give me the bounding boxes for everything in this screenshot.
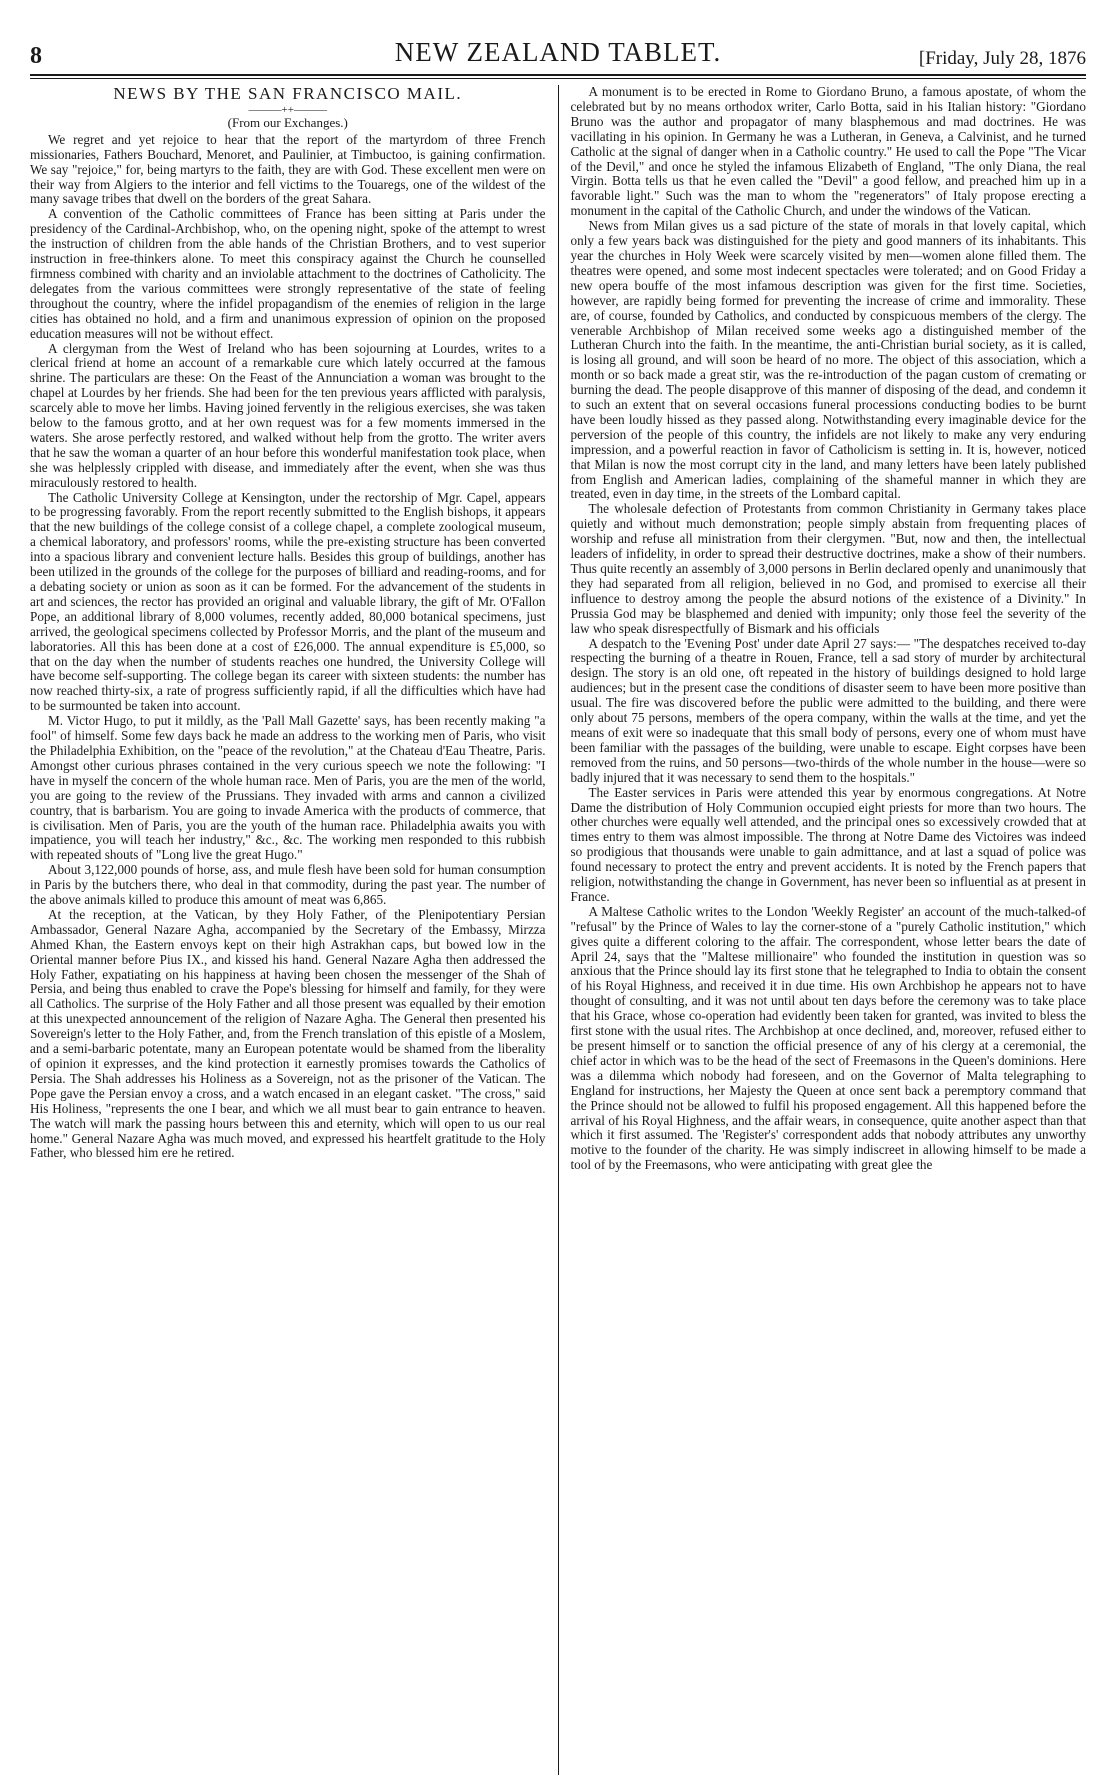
article-paragraph: The Catholic University College at Kensington, under the rectorship of Mgr. Capel, appears to be progressing favorably. From the report recently submitted to the English bishops, it appears that the new buildings of the college consist of a college chapel, a complete zoological museum, a chemical laboratory, and professors' rooms, while the pre-existing structure has been converted into a spacious library and convenient lecture halls. Besides this group of buildings, another has been utilized in the grounds of the college for the purposes of billiard and reading-rooms, and for a debating society or union as soon as it can be formed. For the advancement of the students in art and sciences, the rector has provided an original and valuable library, the gift of Mr. O'Fallon Pope, an additional library of 8,000 volumes, recently added, 80,000 botanical specimens, just arrived, the geological specimens collected by Professor Morris, and the plant of the museum and laboratories. All this has been done at a cost of £26,000. The annual expenditure is £5,000, so that on the day when the number of students reaches one hundred, the University College will have become self-supporting. The college began its career with sixteen students: the number has now reached thirty-six, a rate of progress sufficiently rapid, if all the difficulties which have had to be surmounted be taken into account. bbox=[30, 489, 546, 714]
article-paragraph: News from Milan gives us a sad picture of the state of morals in that lovely capital, which only a few years back was distinguished for the piety and good manners of its inhabitants. This year the churches in Holy Week were scarcely visited by men—women alone filled them. The theatres were opened, and some most indecent spectacles were tolerated; and on Good Friday a new opera bouffe of the most infamous description was given for the first time. Societies, however, are rapidly being formed for preventing the increase of crime and immorality. These are, of course, founded by Catholics, and conducted by conspicuous members of the clergy. The venerable Archbishop of Milan received some weeks ago a distinguished member of the Lutheran Church into the faith. In the meantime, the anti-Christian burial society, as it is called, is losing all ground, and will soon be heard of no more. The object of this association, which a month or so back made a great stir, was the re-introduction of the pagan custom of cremating or burning the dead. The people disapprove of this manner of disposing of the dead, and condemn it to such an extent that on several occasions funeral processions conducting bodies to be burnt have been loudly hissed as they passed along. Notwithstanding every imaginable device for the perversion of the people of this country, the infidels are not likely to make any very enduring impression, and a powerful reaction in favor of Catholicism is setting in. It is, however, noticed that Milan is now the most corrupt city in the land, and many letters have been lately published from English and American ladies, complaining of the shameful manner in which they are treated, even in day time, in the streets of the Lombard capital. bbox=[570, 218, 1086, 502]
header-rule bbox=[30, 74, 1086, 79]
newspaper-title: NEW ZEALAND TABLET. bbox=[394, 37, 722, 67]
left-column bbox=[30, 85, 558, 1775]
section-heading: NEWS BY THE SAN FRANCISCO MAIL. bbox=[113, 85, 463, 103]
issue-date: [Friday, July 28, 1876 bbox=[918, 48, 1086, 69]
article-paragraph: A Maltese Catholic writes to the London 'Weekly Register' an account of the much-talked-of "refusal" by the Prince of Wales to lay the corner-stone of a "purely Catholic institution," which gives quite a different coloring to the affair. The correspondent, whose letter bears the date of April 24, says that the "Maltese millionaire" who founded the institution in question was so anxious that the Prince should lay its first stone that he telegraphed to India to obtain the consent of his Royal Highness, and received it in due time. His own Archbishop he appears not to have thought of consulting, and it was not until about ten days before the ceremony was to take place that his Grace, whose co-operation had evidently been taken for granted, was invited to bless the first stone with the usual rites. The Archbishop at once declined, and, moreover, refused either to be present himself or to sanction the official presence of any of his clergy at a ceremonial, the chief actor in which was to be the head of the sect of Freemasons in the Queen's dominions. Here was a dilemma which nobody had foreseen, and on the Governor of Malta telegraphing to England for instructions, her Majesty the Queen at once sent back a peremptory command that the Prince should not be allowed to fulfil his proposed engagement. All this happened before the arrival of his Royal Highness, and the affair wears, in consequence, quite another aspect than that which it first assumed. The 'Register's' correspondent adds that nobody attributes any unworthy motive to the founder of the charity. He was simply indiscreet in allowing himself to be made a tool of by the Freemasons, who were anticipating with great glee the bbox=[570, 903, 1086, 1173]
article-paragraph: The Easter services in Paris were attended this year by enormous congregations. At Notre Dame the distribution of Holy Communion occupied eight priests for more than two hours. The other churches were equally well attended, and the principal ones so excessively crowded that at times entry to them was almost impossible. The throng at Notre Dame des Victoires was indeed so prodigious that thousands were unable to gain admittance, and at last a squad of police was found necessary to protect the entry and prevent accidents. It is noted by the French papers that religion, notwithstanding the change in Government, has never been so influential as at present in France. bbox=[570, 784, 1086, 904]
masthead bbox=[30, 36, 1086, 70]
article-paragraph: A clergyman from the West of Ireland who has been sojourning at Lourdes, writes to a clerical friend at home an account of a remarkable cure which lately occurred at the famous shrine. The particulars are these: On the Feast of the Annunciation a woman was brought to the chapel at Lourdes by her friends. She had been for the ten previous years afflicted with paralysis, scarcely able to move her limbs. Having joined fervently in the religious exercises, she was taken below to the famous grotto, and at her own request was for a few moments immersed in the waters. She arose perfectly restored, and walked without help from the grotto. The writer avers that he saw the woman a quarter of an hour before this wonderful manifestation took place, when she was helplessly crippled with disease, and immediately after the event, when she was thus miraculously restored to health. bbox=[30, 340, 546, 490]
article-paragraph: We regret and yet rejoice to hear that the report of the martyrdom of three French missionaries, Fathers Bouchard, Menoret, and Paulinier, at Timbuctoo, is gaining confirmation. We say "rejoice," for, being martyrs to the faith, they are with God. These excellent men were on their way from Algiers to the interior and fell victims to the Touaregs, one of the wildest of the many savage tribes that dwell on the borders of the great Sahara. bbox=[30, 131, 546, 207]
article-paragraph: A monument is to be erected in Rome to Giordano Bruno, a famous apostate, of whom the celebrated but by no means orthodox writer, Carlo Botta, said in his Italian history: "Giordano Bruno was the author and propagator of many blasphemous and mad doctrines. He was vacillating in his opinion. In Germany he was a Lutheran, in Geneva, a Calvinist, and he turned Catholic at the signal of danger when in a Catholic country." He used to call the Pope "The Vicar of the Devil," and once he styled the infamous Elizabeth of England, "The only Diana, the real Virgin. Botta tells us that he even called the "Devil" a good fellow, and preached him up in a favorable light." Such was the man to whom the "regenerators" of Italy propose erecting a monument in the capital of the Catholic Church, and under the windows of the Vatican. bbox=[570, 85, 1086, 219]
page-number: 8 bbox=[30, 43, 42, 69]
article-paragraph: About 3,122,000 pounds of horse, ass, and mule flesh have been sold for human consumption in Paris by the butchers there, who deal in that commodity, during the past year. The number of the above animals killed to produce this amount of meat was 6,865. bbox=[30, 862, 546, 908]
source-line: (From our Exchanges.) bbox=[227, 114, 348, 130]
article-paragraph: A despatch to the 'Evening Post' under date April 27 says:— "The despatches received to-day respecting the burning of a theatre in Rouen, France, tell a sad story of murder by architectural design. The story is an old one, oft repeated in the history of buildings designed to hold large audiences; but in the present case the conditions of disaster seem to have been more positive than usual. The fire was discovered before the public were admitted to the building, and there were only about 75 persons, members of the opera company, within the walls at the time, and yet the means of exit were so inadequate that this small body of persons, every one of whom must have been familiar with the passages of the building, were unable to escape. Eight corpses have been removed from the ruins, and 50 persons—two-thirds of the whole number in the house—were so badly injured that it was necessary to send them to the hospitals." bbox=[570, 635, 1086, 785]
article-paragraph: A convention of the Catholic committees of France has been sitting at Paris under the presidency of the Cardinal-Archbishop, who, on the opening night, spoke of the attempt to wrest the instruction of children from the able hands of the Christian Brothers, and to vest superior instruction in free-thinkers alone. To meet this conspiracy against the Church he counselled firmness combined with charity and an inviolable attachment to the doctrines of Catholicity. The delegates from the various committees were strongly representative of the state of feeling throughout the country, where the infidel propagandism of the enemies of religion in the large cities has obtained no hold, and a firm and unanimous expression of opinion on the proposed education measures will not be without effect. bbox=[30, 206, 546, 341]
article-paragraph: The wholesale defection of Protestants from common Christianity in Germany takes place quietly and without much demonstration; people simply abstain from frequenting places of worship and refuse all ministration from their clergymen. "But, now and then, the intellectual leaders of infidelity, in order to spread their destructive doctrines, make a show of their numbers. Thus quite recently an assembly of 3,000 persons in Berlin declared openly and unanimously that they had separated from all religion, believed in no God, and promised to exercise all their influence to destroy among the people the absurd notions of the existence of a Divinity." In Prussia God may be blasphemed and denied with impunity; only those feel the severity of the law who speak disrespectfully of Bismark and his officials bbox=[570, 501, 1086, 636]
article-paragraph: At the reception, at the Vatican, by they Holy Father, of the Plenipotentiary Persian Ambassador, General Nazare Agha, accompanied by the Secretary of the Embassy, Mirzza Ahmed Khan, the Eastern envoys kept on their high Astrakhan caps, but bowed low in the Oriental manner before Pius IX., and kissed his hand. General Nazare Agha then addressed the Holy Father, expatiating on his happiness at having been chosen the messenger of the Shah of Persia, and being thus enabled to crave the Pope's blessing for himself and family, for they were all Catholics. The surprise of the Holy Father and all those present was equalled by their emotion at this unexpected announcement of the religion of Nazare Agha. The General then presented his Sovereign's letter to the Holy Father, and, from the French translation of this epistle of a Moslem, and a semi-barbaric potentate, many an European potentate would be shamed from the liberality of opinion it expresses, and the kind protection it earnestly promises towards the Catholics of Persia. The Shah addresses his Holiness as a Sovereign, not as the prisoner of the Vatican. The Pope gave the Persian envoy a cross, and a watch encased in an elegant casket. "The cross," said His Holiness, "represents the one I bear, and which we all must bear to gain entrance to heaven. The watch will mark the passing hours between this and eternity, which will open to us our real home." General Nazare Agha was much moved, and expressed his heartfelt gratitude to the Holy Father, who blessed him ere he retired. bbox=[30, 906, 546, 1161]
article-paragraph: M. Victor Hugo, to put it mildly, as the 'Pall Mall Gazette' says, has been recently making "a fool" of himself. Some few days back he made an address to the working men of Paris, who visit the Philadelphia Exhibition, on the "peace of the revolution," at the Chateau d'Eau Theatre, Paris. Amongst other curious phrases contained in the very curious speech we note the following: "I have in myself the concern of the whole human race. Men of Paris, you are the men of the world, you are going to the review of the Prussians. They invaded with arms and cannon a civilized country, that is barbarism. You are going to invade America with the products of commerce, that is civilisation. Men of Paris, you are the youth of the human race. Philadelphia awaits you with impatience, you will teach her industry," &c., &c. The working men responded to this rubbish with repeated shouts of "Long live the great Hugo." bbox=[30, 713, 546, 863]
right-column bbox=[558, 85, 1087, 1775]
heading-ornament: ———++——— bbox=[248, 103, 327, 116]
article-columns bbox=[30, 85, 1086, 1775]
